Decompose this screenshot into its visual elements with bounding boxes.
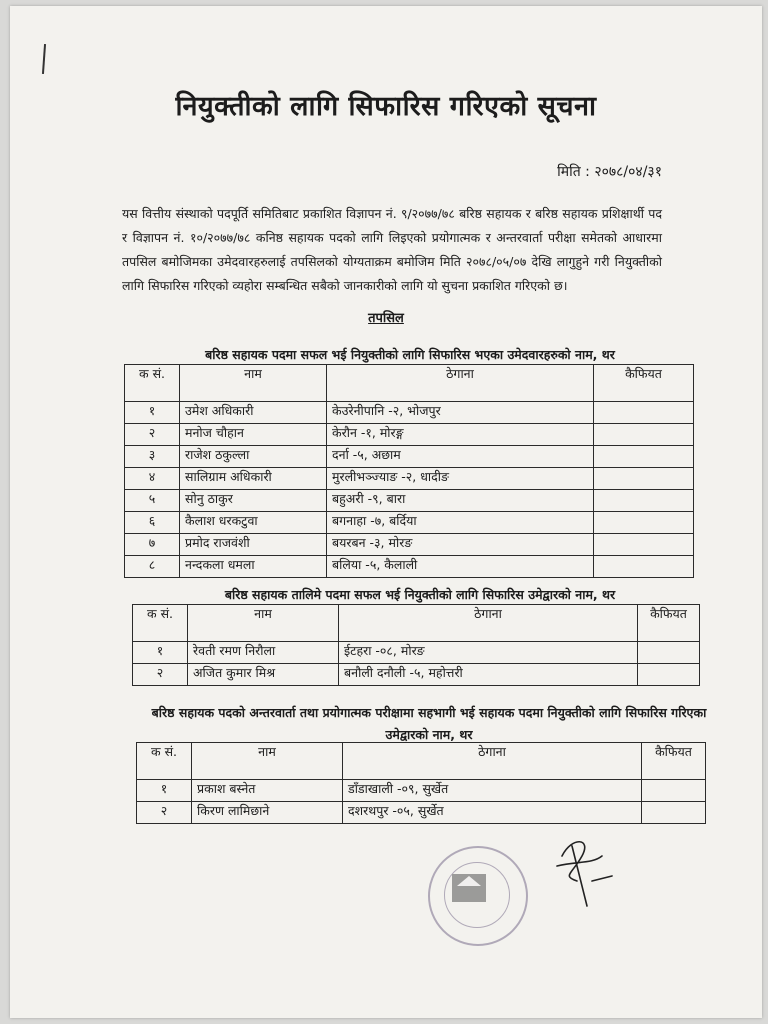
col-remarks: कैफियत (638, 605, 700, 642)
cell-sn: १ (137, 780, 192, 802)
cell-remarks (594, 534, 694, 556)
cell-address: बगनाहा -७, बर्दिया (327, 512, 594, 534)
signature (532, 826, 622, 916)
table-row (125, 468, 694, 490)
cell-sn: १ (133, 642, 188, 664)
cell-name: राजेश ठकुल्ला (180, 446, 327, 468)
notice-date: मिति : २०७८/०४/३१ (557, 164, 662, 180)
cell-remarks (642, 802, 706, 824)
cell-address: दशरथपुर -०५, सुर्खेत (343, 802, 642, 824)
cell-sn: १ (125, 402, 180, 424)
office-seal (428, 846, 528, 946)
cell-sn: २ (133, 664, 188, 686)
cell-name: उमेश अधिकारी (180, 402, 327, 424)
senior-assistant-trainee-table (132, 604, 700, 686)
cell-name: नन्दकला धमला (180, 556, 327, 578)
cell-address: बहुअरी -९, बारा (327, 490, 594, 512)
cell-sn: ५ (125, 490, 180, 512)
table-row (137, 780, 706, 802)
cell-name: किरण लामिछाने (192, 802, 343, 824)
cell-remarks (594, 490, 694, 512)
pen-mark (42, 44, 46, 74)
col-name: नाम (188, 605, 339, 642)
table-row (133, 642, 700, 664)
table-row (133, 664, 700, 686)
col-name: नाम (180, 365, 327, 402)
cell-remarks (594, 556, 694, 578)
table-row (137, 802, 706, 824)
schedule-heading: तपसिल (368, 311, 404, 326)
cell-remarks (594, 446, 694, 468)
notice-title: नियुक्तीको लागि सिफारिस गरिएको सूचना (175, 91, 597, 122)
table-header-row (125, 365, 694, 402)
cell-sn: २ (137, 802, 192, 824)
cell-address: बयरबन -३, मोरङ (327, 534, 594, 556)
cell-remarks (594, 468, 694, 490)
section-3-heading: बरिष्ठ सहायक पदको अन्तरवार्ता तथा प्रयोगात्मक परीक्षामा सहभागी भई सहायक पदमा नियुक्तीको लागि सिफारिस गरिएका उमेद्वारको नाम, थर (151, 705, 707, 742)
cell-name: कैलाश धरकटुवा (180, 512, 327, 534)
assistant-table (136, 742, 706, 824)
section-2-heading: बरिष्ठ सहायक तालिमे पदमा सफल भई नियुक्तीको लागि सिफारिस उमेद्वारको नाम, थर (224, 587, 616, 602)
col-address: ठेगाना (327, 365, 594, 402)
cell-remarks (594, 512, 694, 534)
cell-address: बलिया -५, कैलाली (327, 556, 594, 578)
col-address: ठेगाना (343, 743, 642, 780)
cell-remarks (594, 402, 694, 424)
cell-sn: ४ (125, 468, 180, 490)
col-remarks: कैफियत (594, 365, 694, 402)
nmb-logo (452, 874, 486, 902)
cell-address: दर्ना -५, अछाम (327, 446, 594, 468)
table-row (125, 446, 694, 468)
notice-page (10, 6, 762, 1018)
col-sn: क सं. (137, 743, 192, 780)
col-name: नाम (192, 743, 343, 780)
table-header-row (133, 605, 700, 642)
table-row (125, 556, 694, 578)
cell-sn: ३ (125, 446, 180, 468)
table-header-row (137, 743, 706, 780)
cell-sn: ६ (125, 512, 180, 534)
cell-address: डाँडाखाली -०९, सुर्खेत (343, 780, 642, 802)
table-row (125, 490, 694, 512)
cell-sn: ७ (125, 534, 180, 556)
section-1-heading: बरिष्ठ सहायक पदमा सफल भई नियुक्तीको लागि सिफारिस भएका उमेदवारहरुको नाम, थर (205, 347, 615, 362)
table-row (125, 512, 694, 534)
cell-address: केरौन -१, मोरङ्ग (327, 424, 594, 446)
cell-remarks (594, 424, 694, 446)
col-sn: क सं. (133, 605, 188, 642)
cell-address: बनौली दनौली -५, महोत्तरी (339, 664, 638, 686)
cell-name: मनोज चौहान (180, 424, 327, 446)
col-remarks: कैफियत (642, 743, 706, 780)
cell-address: ईटहरा -०८, मोरङ (339, 642, 638, 664)
senior-assistant-table (124, 364, 694, 578)
cell-name: रेवती रमण निरौला (188, 642, 339, 664)
cell-name: अजित कुमार मिश्र (188, 664, 339, 686)
cell-sn: ८ (125, 556, 180, 578)
cell-sn: २ (125, 424, 180, 446)
cell-name: सोनु ठाकुर (180, 490, 327, 512)
cell-name: प्रकाश बस्नेत (192, 780, 343, 802)
cell-remarks (638, 642, 700, 664)
col-address: ठेगाना (339, 605, 638, 642)
cell-remarks (642, 780, 706, 802)
cell-name: सालिग्राम अधिकारी (180, 468, 327, 490)
table-row (125, 424, 694, 446)
cell-name: प्रमोद राजवंशी (180, 534, 327, 556)
cell-address: मुरलीभञ्ज्याङ -२, धादीङ (327, 468, 594, 490)
cell-address: केउरेनीपानि -२, भोजपुर (327, 402, 594, 424)
table-row (125, 402, 694, 424)
col-sn: क सं. (125, 365, 180, 402)
table-row (125, 534, 694, 556)
notice-body: यस वित्तीय संस्थाको पदपूर्ति समितिबाट प्रकाशित विज्ञापन नं. ९/२०७७/७८ बरिष्ठ सहायक र बरिष्ठ सहायक प्रशिक्षार्थी पद र विज्ञापन नं. १०/२०७७/७८ कनिष्ठ सहायक पदको लागि लिइएको प्रयोगात्मक र अन्तरवार्ता परीक्षा समेतको आधारमा तपसिल बमोजिमका उमेदवारहरुलाई तपसिलको योग्यताक्रम बमोजिम मिति २०७८/०५/०७ देखि लागुहुने गरी नियुक्तीको लागि सिफारिस गरिएको व्यहोरा सम्बन्धित सबैको जानकारीको लागि यो सुचना प्रकाशित गरिएको छ। (122, 206, 662, 293)
cell-remarks (638, 664, 700, 686)
